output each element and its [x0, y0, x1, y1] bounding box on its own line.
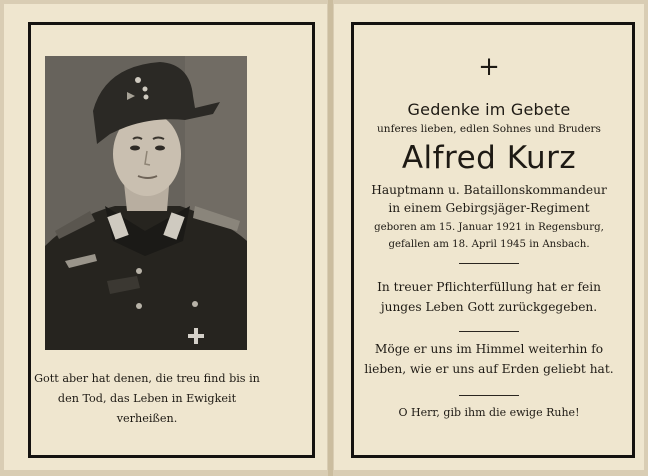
divider-3	[459, 395, 519, 396]
death-line: gefallen am 18. April 1945 in Ansbach.	[388, 239, 590, 250]
remembrance-heading: Gedenke im Gebete	[407, 100, 571, 119]
card-fold	[328, 0, 333, 476]
soldier-portrait-photo	[45, 56, 247, 350]
portrait-illustration	[45, 56, 247, 350]
caption-line-2: den Tod, das Leben in Ewigkeit verheißen.	[57, 392, 237, 425]
deceased-name: Alfred Kurz	[401, 140, 577, 176]
cross-symbol: +	[478, 52, 500, 82]
memorial-caption	[34, 369, 260, 429]
divider-1	[459, 263, 519, 264]
right-page	[334, 4, 644, 470]
left-page	[4, 4, 327, 470]
rank-line-2: in einem Gebirgsjäger-Regiment	[388, 201, 590, 215]
heaven-line-2: lieben, wie er uns auf Erden geliebt hat.	[364, 362, 614, 376]
son-brother-line: unferes lieben, edlen Sohnes und Bruders	[377, 123, 601, 135]
divider-2	[459, 331, 519, 332]
rank-line-1: Hauptmann u. Bataillonskommandeur	[371, 183, 607, 197]
caption-line-1: Gott aber hat denen, die treu find bis in	[34, 372, 260, 385]
duty-line-1: In treuer Pflichterfüllung hat er fein	[377, 280, 601, 294]
heaven-line-1: Möge er uns im Himmel weiterhin fo	[374, 342, 604, 356]
birth-line: geboren am 15. Januar 1921 in Regensburg,	[374, 222, 604, 233]
duty-line-2: junges Leben Gott zurückgegeben.	[380, 300, 598, 314]
closing-prayer: O Herr, gib ihm die ewige Ruhe!	[398, 406, 580, 419]
